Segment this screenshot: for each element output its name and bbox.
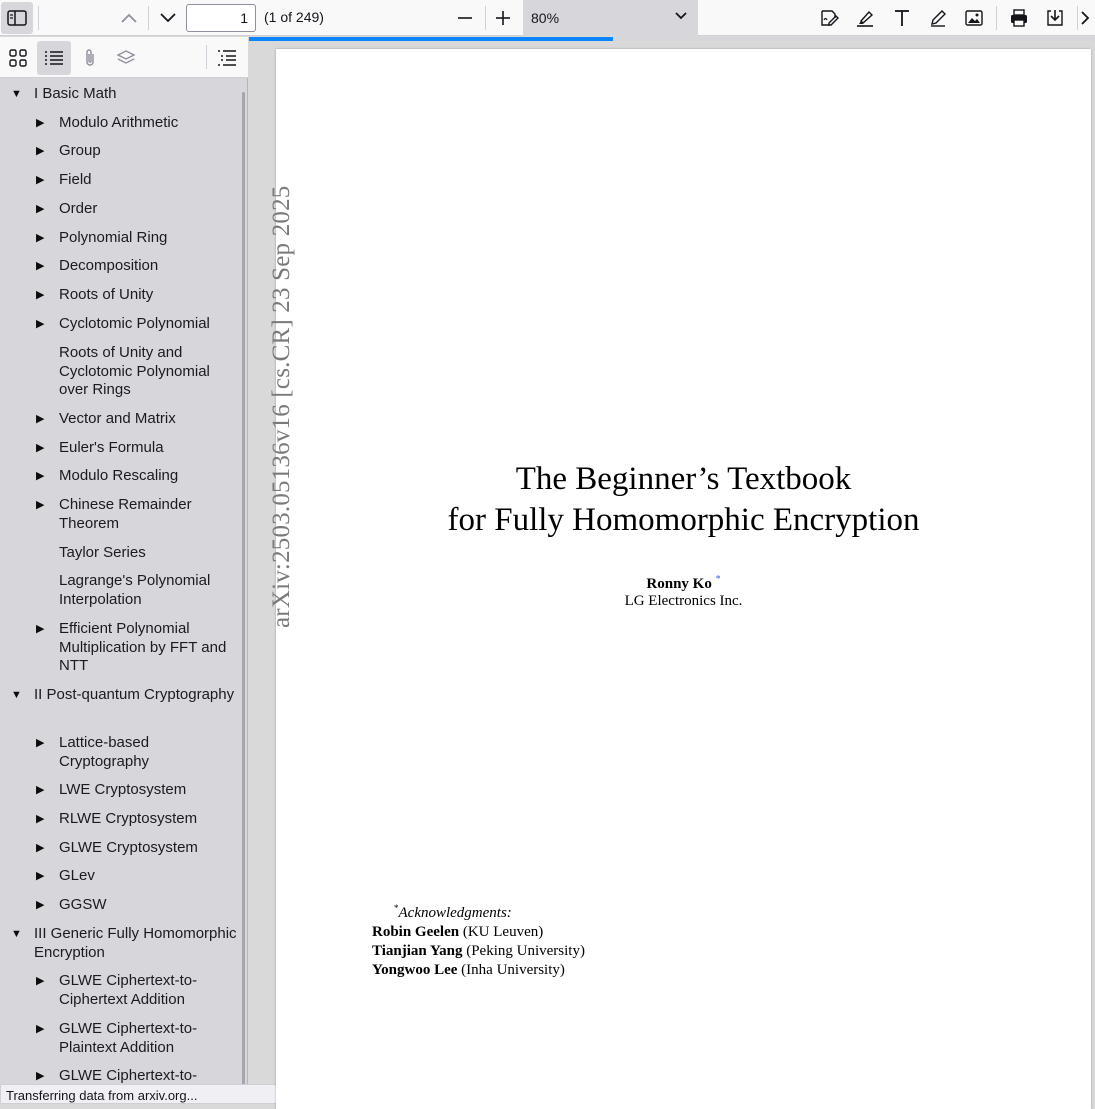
add-text-button[interactable] [886,2,918,34]
sidebar-view-buttons [0,37,248,78]
sidebar-separator [206,45,207,69]
grid-icon [9,49,27,67]
outline-expand-toggle[interactable]: ▶ [36,975,45,987]
outline-item[interactable]: RLWE Cryptosystem [59,810,198,827]
outline-collapse-toggle[interactable]: ▼ [11,689,22,701]
outline-expand-toggle[interactable]: ▶ [36,470,45,482]
highlight-button[interactable] [849,2,881,34]
reading-progress-fill [249,37,613,41]
outline-item[interactable]: Field [59,171,92,188]
outline-item[interactable]: GGSW [59,896,107,913]
outline-expand-toggle[interactable]: ▶ [36,899,45,911]
reading-progress-bar [249,37,1095,41]
document-outline [0,78,244,1083]
author-footnote-link[interactable]: * [715,574,721,585]
author-name-text: Ronny Ko [646,576,712,592]
chevron-down-icon [159,12,177,24]
outline-expand-toggle[interactable]: ▶ [36,737,45,749]
ack-line [372,923,585,942]
outline-collapse-toggle[interactable]: ▼ [11,88,22,100]
outline-expand-toggle[interactable]: ▶ [36,813,45,825]
toggle-sidebar-button[interactable] [1,2,33,34]
text-icon [892,8,912,28]
document-title [276,459,1091,541]
draw-button[interactable] [922,2,954,34]
outline-expand-toggle[interactable]: ▶ [36,784,45,796]
attachments-view-button[interactable] [73,41,107,75]
layers-icon [116,49,136,67]
outline-expand-toggle[interactable]: ▶ [36,289,45,301]
outline-item[interactable]: Efficient Polynomial Multiplication by FFT and NTT [59,620,227,674]
outline-item[interactable]: Lagrange's Polynomial Interpolation [59,572,211,608]
toolbar-separator [1077,6,1078,30]
outline-item[interactable]: Roots of Unity [59,286,154,303]
outline-expand-toggle[interactable]: ▶ [36,145,45,157]
ack-footnote-mark: * [394,903,399,913]
acknowledgments-heading [372,899,585,923]
status-bar: Transferring data from arxiv.org... [0,1084,328,1104]
outline-expand-toggle[interactable]: ▶ [36,174,45,186]
highlighter-icon [855,8,875,28]
outline-item[interactable]: Modulo Arithmetic [59,114,179,131]
paperclip-icon [83,48,97,68]
add-image-button[interactable] [958,2,990,34]
ack-line [372,961,585,980]
sidebar [0,37,248,1100]
plus-icon [495,10,511,26]
author-affiliation: LG Electronics Inc. [624,593,743,609]
outline-expand-toggle[interactable]: ▶ [36,1070,45,1082]
minus-icon [457,10,473,26]
outline-item[interactable]: Group [59,142,101,159]
outline-item[interactable]: Chinese Remainder Theorem [59,496,192,532]
toolbar-separator [148,6,149,30]
outline-item[interactable]: Order [59,200,98,217]
toolbar-separator [996,6,997,30]
next-page-button[interactable] [152,2,184,34]
outline-item[interactable]: Cyclotomic Polynomial [59,315,210,332]
outline-item[interactable]: Polynomial Ring [59,229,168,246]
outline-item[interactable]: Modulo Rescaling [59,467,179,484]
acknowledgments-heading-text: Acknowledgments: [398,905,512,921]
outline-expand-toggle[interactable]: ▶ [36,1023,45,1035]
page-number-input[interactable]: 1 [186,4,256,32]
ack-org: (Peking University) [466,943,585,959]
printer-icon [1009,8,1029,28]
acknowledgments [372,899,585,980]
outline-item[interactable]: GLev [59,867,95,884]
outline-item[interactable]: II Post-quantum Cryptography [34,686,235,703]
outline-view-button[interactable] [37,41,71,75]
outline-item[interactable]: Roots of Unity and Cyclotomic Polynomial over Rings [59,344,210,398]
signature-icon [819,8,839,28]
arxiv-stamp: arXiv:2503.05136v16 [cs.CR] 23 Sep 2025 [268,185,295,628]
layers-view-button[interactable] [109,41,143,75]
author-name [276,574,1091,593]
outline-item[interactable]: III Generic Fully Homomorphic Encryption [34,925,237,961]
outline-item[interactable]: GLWE Cryptosystem [59,839,198,856]
nested-list-icon [217,49,237,67]
image-icon [964,8,984,28]
zoom-in-button[interactable] [487,2,519,34]
ack-org: (KU Leuven) [462,924,544,940]
previous-page-button[interactable] [113,2,145,34]
outline-expand-toggle[interactable]: ▶ [36,232,45,244]
outline-expand-toggle[interactable]: ▶ [36,842,45,854]
list-icon [44,49,64,67]
zoom-select[interactable] [523,0,698,36]
outline-expand-toggle[interactable]: ▶ [36,442,45,454]
thumbnails-view-button[interactable] [1,41,35,75]
ack-name: Tianjian Yang [372,943,463,959]
download-icon [1045,8,1065,28]
print-button[interactable] [1003,2,1035,34]
outline-expand-toggle[interactable]: ▶ [36,623,45,635]
outline-item[interactable]: Euler's Formula [59,439,164,456]
outline-expand-toggle[interactable]: ▶ [36,203,45,215]
chevron-right-icon [1080,10,1090,26]
outline-expand-toggle[interactable]: ▶ [36,870,45,882]
outline-item[interactable]: GLWE Ciphertext-to-Ciphertext Addition [59,972,198,1008]
toolbar-separator [485,6,486,30]
sidebar-toggle-icon [7,10,27,26]
outline-item[interactable]: GLWE Ciphertext-to- [59,1067,198,1083]
outline-expand-toggle[interactable]: ▶ [36,318,45,330]
page-count-label: (1 of 249) [264,9,324,25]
expand-outline-button[interactable] [210,41,244,75]
pdf-toolbar [0,0,1095,36]
chevron-up-icon [120,12,138,24]
outline-item[interactable]: Decomposition [59,257,159,274]
title-line-1: The Beginner’s Textbook [515,461,852,497]
outline-item[interactable]: Vector and Matrix [59,410,176,427]
outline-item[interactable]: Lattice-based Cryptography [59,734,150,770]
outline-scrollbar[interactable] [242,92,245,1092]
outline-item[interactable]: I Basic Math [34,85,117,102]
outline-expand-toggle[interactable]: ▶ [36,117,45,129]
outline-collapse-toggle[interactable]: ▼ [11,928,22,940]
zoom-out-button[interactable] [449,2,481,34]
ack-line [372,942,585,961]
more-tools-button[interactable] [1080,2,1095,34]
pen-icon [928,8,948,28]
sign-button[interactable] [813,2,845,34]
outline-item[interactable]: Taylor Series [59,544,146,561]
outline-expand-toggle[interactable]: ▶ [36,413,45,425]
save-button[interactable] [1039,2,1071,34]
ack-name: Yongwoo Lee [372,962,458,978]
outline-expand-toggle[interactable]: ▶ [36,260,45,272]
outline-item[interactable]: GLWE Ciphertext-to-Plaintext Addition [59,1020,198,1056]
title-line-2: for Fully Homomorphic Encryption [447,502,920,538]
outline-expand-toggle[interactable]: ▶ [36,499,45,511]
ack-org: (Inha University) [461,962,565,978]
toolbar-separator [38,6,39,30]
outline-item[interactable]: LWE Cryptosystem [59,781,187,798]
zoom-value: 80% [531,10,560,26]
pdf-page [268,49,1091,1109]
ack-name: Robin Geelen [372,924,460,940]
chevron-down-icon [674,11,688,21]
